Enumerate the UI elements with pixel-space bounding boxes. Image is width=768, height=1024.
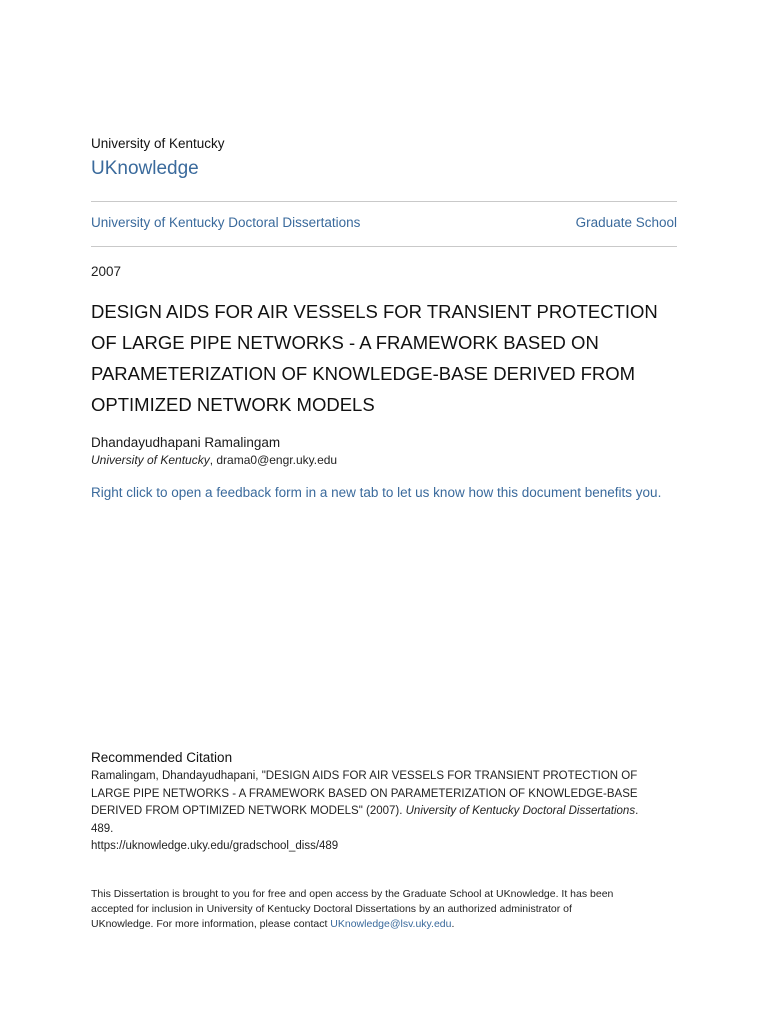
notice-line: This Dissertation is brought to you for free and open access by the Graduate School at UKnowledge. It has been xyxy=(91,888,614,900)
title-line: PARAMETERIZATION OF KNOWLEDGE-BASE DERIVED FROM xyxy=(91,363,636,384)
contact-email-link[interactable]: UKnowledge@lsv.uky.edu xyxy=(330,918,452,930)
collection-link[interactable]: University of Kentucky Doctoral Dissertations xyxy=(91,215,361,230)
citation-heading: Recommended Citation xyxy=(91,750,233,765)
feedback-link[interactable]: Right click to open a feedback form in a new tab to let us know how this document benefits you. xyxy=(91,485,662,500)
citation-line: LARGE PIPE NETWORKS - A FRAMEWORK BASED ON PARAMETERIZATION OF KNOWLEDGE-BASE xyxy=(91,787,638,800)
title-line: OF LARGE PIPE NETWORKS - A FRAMEWORK BASED ON xyxy=(91,332,599,353)
citation-series: University of Kentucky Doctoral Dissertations xyxy=(405,805,636,817)
notice-line: accepted for inclusion in University of Kentucky Doctoral Dissertations by an authorized administrator of xyxy=(91,903,572,915)
title-line: DESIGN AIDS FOR AIR VESSELS FOR TRANSIENT PROTECTION xyxy=(91,301,658,322)
citation-line: Ramalingam, Dhandayudhapani, "DESIGN AIDS FOR AIR VESSELS FOR TRANSIENT PROTECTION OF xyxy=(91,770,638,782)
notice-punct: . xyxy=(451,918,455,930)
citation-text-plain: DERIVED FROM OPTIMIZED NETWORK MODELS" (2007). xyxy=(91,805,406,817)
divider-bottom xyxy=(91,246,677,247)
title-line: OPTIMIZED NETWORK MODELS xyxy=(91,394,375,415)
access-notice xyxy=(91,887,681,932)
citation-punct: . xyxy=(635,805,639,817)
publication-year: 2007 xyxy=(91,264,122,279)
citation-line xyxy=(91,803,681,821)
graduate-school-link[interactable]: Graduate School xyxy=(575,215,677,230)
document-title xyxy=(91,296,691,420)
author-affiliation xyxy=(91,453,337,467)
affiliation-name: University of Kentucky xyxy=(91,453,210,467)
notice-line xyxy=(91,917,681,932)
divider-top xyxy=(91,201,677,202)
institution-name: University of Kentucky xyxy=(91,136,225,151)
author-name: Dhandayudhapani Ramalingam xyxy=(91,435,281,450)
citation-url: https://uknowledge.uky.edu/gradschool_diss/489 xyxy=(91,840,339,852)
repository-link[interactable]: UKnowledge xyxy=(91,158,199,179)
notice-prefix: UKnowledge. For more information, please contact xyxy=(91,918,331,930)
citation-number: 489. xyxy=(91,822,114,835)
citation-text xyxy=(91,768,681,856)
author-email: , drama0@engr.uky.edu xyxy=(209,453,338,467)
